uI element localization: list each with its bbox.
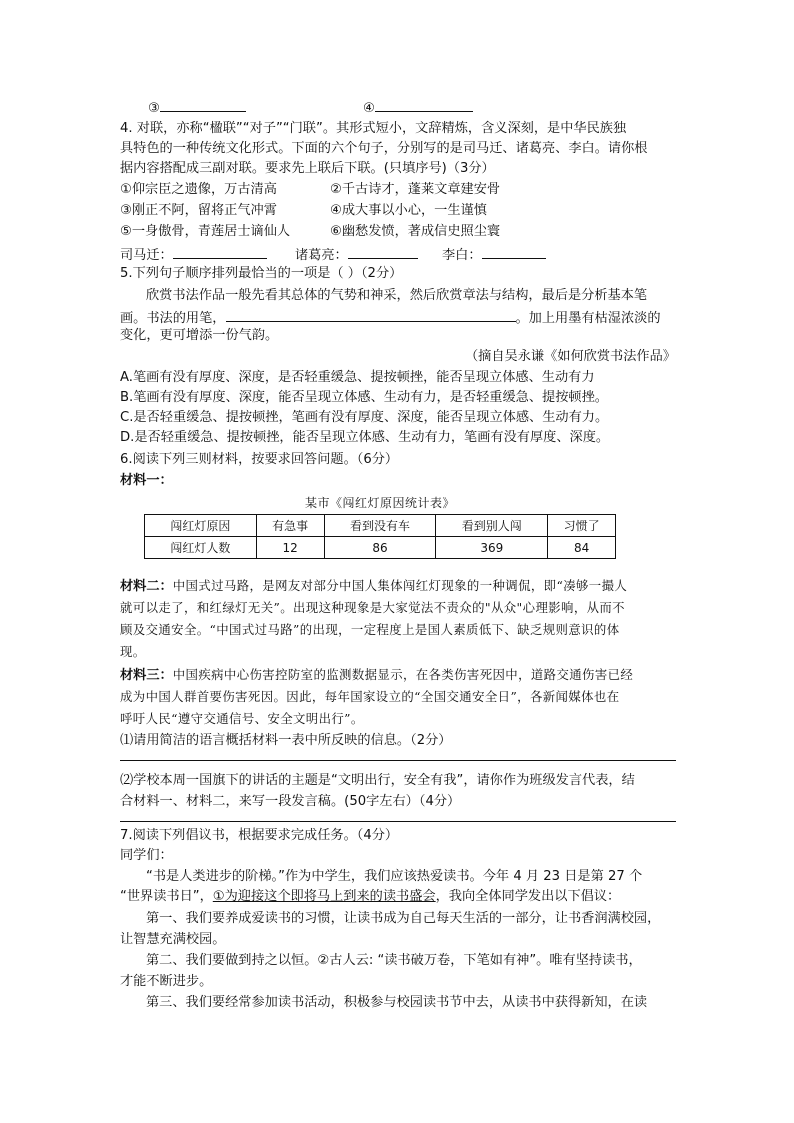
- q7-para2-end: ，我向全体同学发出以下倡议：: [435, 889, 621, 904]
- q5-passage-line3: 变化，更可增添一份气韵。: [120, 328, 279, 343]
- q4-answer-label-zhugeliang: 诸葛亮：: [295, 248, 348, 263]
- q4-blank-simaqian[interactable]: [173, 243, 267, 259]
- q6-stem: 6.阅读下列三则材料，按要求回答问题。（6分）: [120, 452, 399, 467]
- q6-table-caption: 某市《闯红灯原因统计表》: [304, 496, 455, 510]
- q7-underlined-sentence-1: ①为迎接这个即将马上到来的读书盛会: [212, 889, 436, 904]
- q4-option-5: ⑤一身傲骨，青莲居士谪仙人: [120, 224, 291, 239]
- q4-answer-row-2: [295, 243, 445, 266]
- table-cell: 有急事: [256, 515, 324, 537]
- q6-answer-line-1[interactable]: [120, 760, 676, 761]
- table-header-row: [145, 515, 616, 537]
- q4-answer-label-simaqian: 司马迁：: [120, 248, 173, 263]
- q6-material2-label: 材料二：: [120, 579, 173, 594]
- q6-material2-line4: 现。: [120, 644, 146, 659]
- table-cell: 84: [548, 537, 616, 559]
- q5-stem: 5.下列句子顺序排列最恰当的一项是（ ）（2分）: [120, 266, 403, 281]
- q6-material2-line1: [120, 576, 676, 597]
- q4-stem-line3: 据内容搭配成三副对联。要求先上联后下联。(只填序号)（3分）: [120, 161, 495, 176]
- table-cell: 闯红灯原因: [145, 515, 257, 537]
- q4-blank-libai[interactable]: [482, 243, 546, 259]
- q6-material2-line3: 顾及交通安全。“中国式过马路”的出现，一定程度上是国人素质低下、缺乏规则意识的体: [120, 622, 620, 637]
- q3-blank-3[interactable]: [160, 96, 246, 112]
- q6-subquestion-2-line2: 合材料一、材料二，来写一段发言稿。(50字左右）（4分）: [120, 794, 461, 809]
- q4-stem-line2: 具特色的一种传统文化形式。下面的六个句子，分别写的是司马迁、诸葛亮、李白。请你根: [120, 141, 648, 156]
- q6-material3-line3: 呼吁人民“遵守交通信号、安全文明出行”。: [120, 711, 364, 726]
- table-cell: 闯红灯人数: [145, 537, 257, 559]
- q5-passage-blank[interactable]: [226, 306, 516, 322]
- table-cell: 369: [436, 537, 548, 559]
- q7-para6: 才能不断进步。: [120, 974, 213, 989]
- q7-greeting: 同学们：: [120, 848, 173, 863]
- q7-para2-start: “世界读书日”，: [120, 889, 213, 904]
- q5-option-c: C.是否轻重缓急、提按顿挫，笔画有没有厚度、深度，能否呈现立体感、生动有力。: [120, 410, 609, 425]
- q4-option-6: ⑥幽愁发愤，著成信史照尘寰: [330, 224, 501, 239]
- q3-item4-label: ④: [363, 101, 375, 116]
- q7-para7: 第三、我们要经常参加读书活动，积极参与校园读书节中去，从读书中获得新知，在读: [146, 995, 648, 1010]
- table-cell: 习惯了: [548, 515, 616, 537]
- q7-para1: “书是人类进步的阶梯。”作为中学生，我们应该热爱读书。今年 4 月 23 日是第 27 个: [146, 869, 643, 884]
- q6-material3-line1: [120, 665, 676, 686]
- q5-passage-line2-start: 画。书法的用笔，: [120, 311, 226, 326]
- q7-para2: [120, 887, 676, 907]
- q7-para3: 第一、我们要养成爱读书的习惯，让读书成为自己每天生活的一部分，让书香润满校园，: [146, 911, 661, 926]
- q4-blank-zhugeliang[interactable]: [348, 243, 418, 259]
- q6-material3-text1: 中国疾病中心伤害控防室的监测数据显示，在各类伤害死因中，道路交通伤害已经: [172, 667, 634, 682]
- q6-stat-table: [144, 514, 616, 559]
- table-cell: 86: [324, 537, 436, 559]
- q7-para5: 第二、我们要做到持之以恒。②古人云: “读书破万卷，下笔如有神”。唯有坚持读书，: [146, 953, 642, 968]
- q4-stem-line1: 4. 对联，亦称“楹联”“对子”“门联”。其形式短小，文辞精炼，含义深刻，是中华民族独: [120, 121, 627, 136]
- q5-source: （摘自吴永谦《如何欣赏书法作品》: [465, 349, 676, 364]
- q6-answer-line-2[interactable]: [120, 821, 676, 822]
- q3-blank-4[interactable]: [375, 96, 473, 112]
- q6-material3-label: 材料三：: [120, 668, 173, 683]
- q5-passage-line2-end: 。加上用墨有枯湿浓淡的: [515, 311, 661, 326]
- table-cell: 看到没有车: [324, 515, 436, 537]
- q6-material3-line2: 成为中国人群首要伤害死因。因此，每年国家设立的“全国交通安全日”，各新闻媒体也在: [120, 689, 620, 704]
- q3-answer-row-2: [363, 96, 794, 119]
- q6-subquestion-2-line1: ⑵学校本周一国旗下的讲话的主题是“文明出行，安全有我”，请你作为班级发言代表，结: [120, 773, 635, 788]
- table-row: [145, 537, 616, 559]
- q6-subquestion-1: ⑴请用简洁的语言概括材料一表中所反映的信息。（2分）: [120, 733, 452, 748]
- q4-option-3: ③刚正不阿，留将正气冲霄: [120, 203, 277, 218]
- q7-para4: 让智慧充满校园。: [120, 932, 226, 947]
- q6-material1-label: 材料一：: [120, 473, 173, 488]
- q5-passage-line1: 欣赏书法作品一般先看其总体的气势和神采，然后欣赏章法与结构，最后是分析基本笔: [146, 288, 648, 303]
- q4-answer-label-libai: 李白：: [442, 248, 482, 263]
- q5-option-b: B.笔画有没有厚度、深度，能否呈现立体感、生动有力，是否轻重缓急、提按顿挫。: [120, 390, 608, 405]
- q5-option-a: A.笔画有没有厚度、深度，是否轻重缓急、提按顿挫，能否呈现立体感、生动有力: [120, 370, 595, 385]
- q6-material2-text1: 中国式过马路，是网友对部分中国人集体闯红灯现象的一种调侃，即“凑够一撮人: [172, 578, 628, 593]
- q4-option-2: ②千古诗才，蓬莱文章建安骨: [330, 182, 501, 197]
- q3-item3-label: ③: [148, 101, 160, 116]
- table-cell: 12: [256, 537, 324, 559]
- q4-answer-row-3: [442, 243, 582, 266]
- q4-option-4: ④成大事以小心，一生谨慎: [330, 203, 487, 218]
- q5-option-d: D.是否轻重缓急、提按顿挫，能否呈现立体感、生动有力，笔画有没有厚度、深度。: [120, 430, 610, 445]
- q6-material2-line2: 就可以走了，和红绿灯无关”。出现这种现象是大家觉法不责众的"从众"心理影响，从而不: [120, 600, 625, 615]
- table-cell: 看到别人闯: [436, 515, 548, 537]
- q7-stem: 7.阅读下列倡议书，根据要求完成任务。（4分）: [120, 828, 399, 843]
- q4-option-1: ①仰宗臣之遗像，万古清高: [120, 182, 277, 197]
